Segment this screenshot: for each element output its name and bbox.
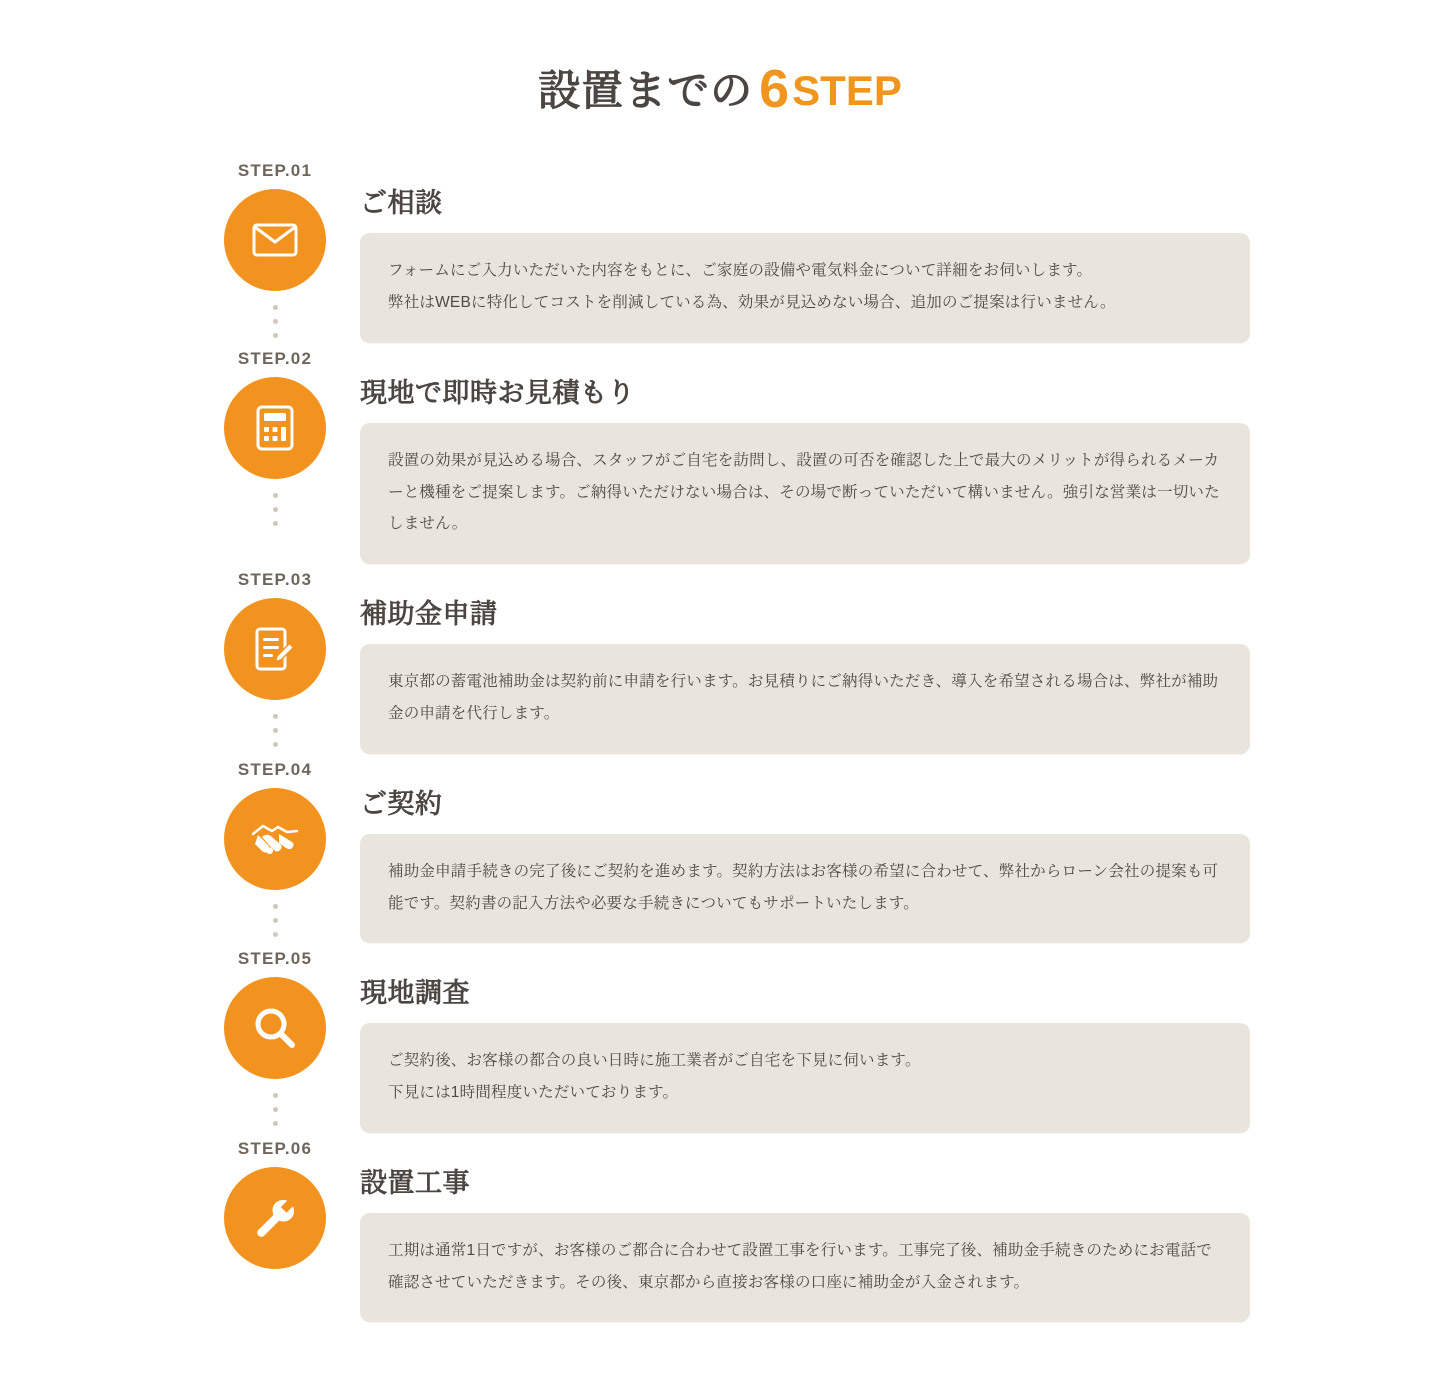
step-marker [190,349,360,526]
step-marker [190,760,360,937]
page-title-prefix: 設置までの [538,67,754,114]
step-item [190,1139,1250,1323]
step-label: STEP.04 [237,759,313,779]
step-description-line: フォームにご入力いただいた内容をもとに、ご家庭の設備や電気料金について詳細をお伺いします。 [388,262,1093,280]
step-item [190,161,1250,343]
handshake-icon [249,819,301,859]
step-label: STEP.02 [237,348,313,368]
step-icon-circle [224,977,326,1079]
step-title: 補助金申請 [360,599,498,630]
step-content [360,760,1250,944]
step-content [360,949,1250,1133]
step-title: ご契約 [360,788,443,819]
document-pen-icon [254,626,296,672]
step-icon-circle [224,788,326,890]
connector-dots [273,493,278,526]
step-item [190,570,1250,754]
step-title: 設置工事 [360,1167,470,1198]
step-content [360,570,1250,754]
step-label: STEP.01 [237,161,313,181]
step-title: 現地調査 [360,978,470,1009]
step-icon-circle [224,377,326,479]
magnifier-icon [253,1006,297,1050]
steps-list [190,161,1250,1322]
mail-icon [252,223,298,257]
step-label: STEP.03 [237,570,313,590]
step-item [190,349,1250,564]
step-description [360,423,1250,564]
step-title: 現地で即時お見積もり [360,377,635,408]
step-description-line: ご契約後、お客様の都合の良い日時に施工業者がご自宅を下見に伺います。 [388,1052,921,1070]
step-label: STEP.06 [237,1138,313,1158]
step-icon-circle [224,189,326,291]
step-description-line: 下見には1時間程度いただいております。 [388,1084,679,1102]
step-description [360,1023,1250,1133]
step-item [190,949,1250,1133]
page-title [0,60,1440,119]
step-description-line: 工期は通常1日ですが、お客様のご都合に合わせて設置工事を行います。工事完了後、補助金手続きのためにお電話で確認させていただきます。その後、東京都から直接お客様の口座に補助金が入金されます。 [388,1241,1212,1291]
step-description-line: 東京都の蓄電池補助金は契約前に申請を行います。お見積りにご納得いただき、導入を希望される場合は、弊社が補助金の申請を代行します。 [388,673,1219,722]
page-title-suffix: STEP [792,67,902,114]
step-description [360,644,1250,754]
step-marker [190,570,360,747]
connector-dots [273,714,278,747]
connector-dots [273,305,278,338]
step-label: STEP.05 [237,949,313,969]
step-description [360,834,1250,944]
step-item [190,760,1250,944]
step-content [360,161,1250,343]
wrench-icon [253,1196,297,1240]
step-marker [190,161,360,338]
step-marker [190,1139,360,1269]
step-description [360,1213,1250,1323]
step-marker [190,949,360,1126]
step-description [360,233,1250,343]
page-title-number: 6 [759,59,791,119]
calculator-icon [256,405,294,451]
step-icon-circle [224,1167,326,1269]
step-content [360,1139,1250,1323]
step-icon-circle [224,598,326,700]
step-content [360,349,1250,564]
step-description-line: 弊社はWEBに特化してコストを削減している為、効果が見込めない場合、追加のご提案は行いません。 [388,294,1116,312]
step-description-line: 設置の効果が見込める場合、スタッフがご自宅を訪問し、設置の可否を確認した上で最大のメリットが得られるメーカーと機種をご提案します。ご納得いただけない場合は、その場で断っていただいて構いません。強引な営業は一切いたしません。 [388,451,1220,533]
connector-dots [273,904,278,937]
step-description-line: 補助金申請手続きの完了後にご契約を進めます。契約方法はお客様の希望に合わせて、弊社からローン会社の提案も可能です。契約書の記入方法や必要な手続きについてもサポートいたします。 [388,862,1219,912]
page-title-text [538,60,902,119]
connector-dots [273,1093,278,1126]
step-title: ご相談 [360,188,443,219]
